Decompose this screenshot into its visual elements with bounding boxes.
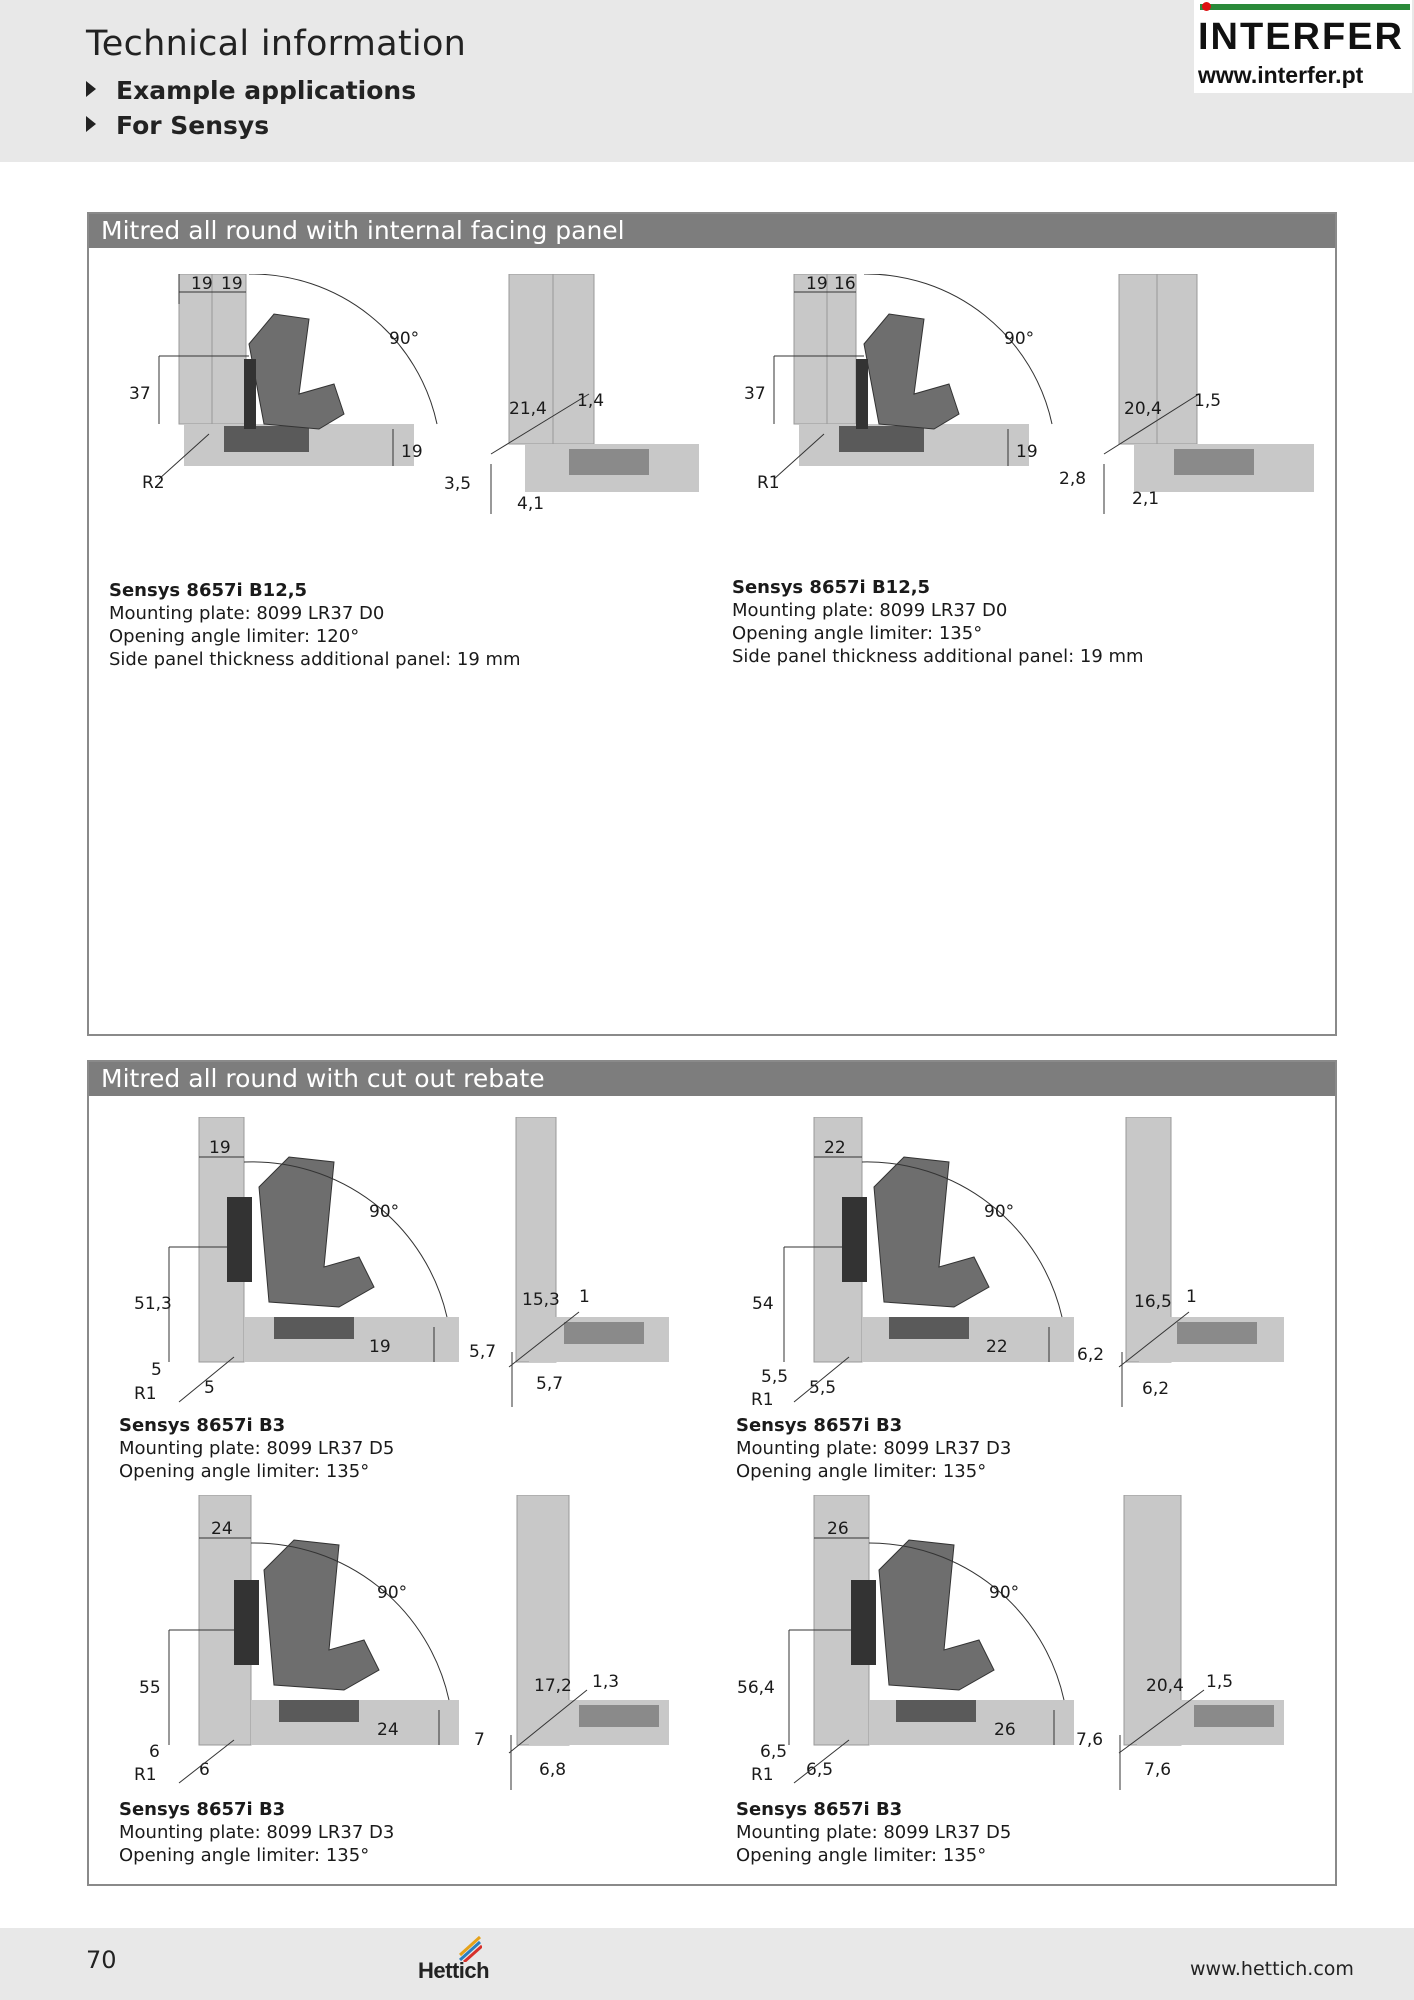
caption-line: Side panel thickness additional panel: 19 mm (732, 646, 1144, 667)
caption-line: Mounting plate: 8099 LR37 D3 (119, 1822, 395, 1843)
dim-offset-h: 6,2 (1142, 1379, 1170, 1399)
dim-angle: 90° (1004, 329, 1035, 349)
section-cut-out-rebate (87, 1060, 1337, 1886)
logo-name: INTERFER (1198, 16, 1404, 58)
dim-radius: R1 (751, 1765, 774, 1785)
dim-angle: 90° (984, 1202, 1015, 1222)
model-name: Sensys 8657i B3 (736, 1415, 903, 1436)
dim-height: 55 (139, 1678, 161, 1698)
model-name: Sensys 8657i B12,5 (732, 577, 931, 598)
dim-width: 26 (827, 1519, 849, 1539)
dim-plate: 26 (994, 1720, 1016, 1740)
dim-b: 16 (834, 274, 856, 294)
section-title: Mitred all round with cut out rebate (89, 1062, 1335, 1096)
dim-plate: 19 (1016, 442, 1038, 462)
caption-6 (736, 1798, 1011, 1867)
logo-stripe (1200, 4, 1410, 10)
caption-5 (119, 1798, 394, 1867)
brand-name: Hettich (418, 1958, 490, 1983)
caption-line: Mounting plate: 8099 LR37 D5 (119, 1438, 395, 1459)
dim-small-h: 5 (204, 1378, 215, 1398)
dim-height: 54 (752, 1294, 774, 1314)
caption-2 (732, 576, 1144, 668)
dim-radius: R1 (134, 1384, 157, 1404)
caption-line: Mounting plate: 8099 LR37 D0 (109, 603, 385, 624)
dim-gap-d: 1 (579, 1287, 590, 1307)
dim-offset-v: 3,5 (444, 474, 472, 494)
dim-offset-v: 5,7 (469, 1342, 497, 1362)
dim-small-h: 5,5 (809, 1378, 837, 1398)
caption-line: Side panel thickness additional panel: 19 mm (109, 649, 521, 670)
dim-plate: 19 (401, 442, 423, 462)
dim-gap-h: 20,4 (1124, 399, 1162, 419)
dim-height: 56,4 (737, 1678, 775, 1698)
section-title: Mitred all round with internal facing panel (89, 214, 1335, 248)
rebate-diagram-1 (109, 1117, 669, 1417)
breadcrumb-example-applications: Example applications (86, 76, 416, 105)
dim-small-v: 6,5 (760, 1742, 788, 1762)
dim-height: 37 (129, 384, 151, 404)
dim-gap-d: 1 (1186, 1287, 1197, 1307)
dim-offset-h: 4,1 (517, 494, 545, 514)
rebate-diagram-2 (724, 1117, 1284, 1417)
rebate-diagram-4 (724, 1495, 1284, 1795)
dim-offset-v: 6,2 (1077, 1345, 1105, 1365)
dim-angle: 90° (377, 1583, 408, 1603)
caption-4 (736, 1414, 1011, 1483)
dim-height: 51,3 (134, 1294, 172, 1314)
logo-url: www.interfer.pt (1198, 62, 1364, 88)
dim-angle: 90° (989, 1583, 1020, 1603)
caption-line: Mounting plate: 8099 LR37 D0 (732, 600, 1008, 621)
triangle-bullet-icon (86, 81, 96, 97)
dim-small-v: 6 (149, 1742, 160, 1762)
dim-offset-h: 7,6 (1144, 1760, 1172, 1780)
dim-b: 19 (221, 274, 243, 294)
dim-width: 19 (209, 1138, 231, 1158)
dim-small-h: 6 (199, 1760, 210, 1780)
dim-offset-v: 2,8 (1059, 469, 1087, 489)
triangle-bullet-icon (86, 116, 96, 132)
dim-width: 24 (211, 1519, 233, 1539)
dim-small-v: 5,5 (761, 1367, 789, 1387)
dim-a: 19 (191, 274, 213, 294)
dim-angle: 90° (389, 329, 420, 349)
caption-line: Opening angle limiter: 135° (736, 1461, 987, 1482)
breadcrumb-for-sensys: For Sensys (86, 111, 269, 140)
caption-line: Opening angle limiter: 135° (736, 1845, 987, 1866)
dim-gap-h: 21,4 (509, 399, 547, 419)
dim-gap-h: 20,4 (1146, 1676, 1184, 1696)
interfer-logo (1194, 0, 1412, 93)
model-name: Sensys 8657i B3 (736, 1799, 903, 1820)
dim-offset-v: 7,6 (1076, 1730, 1104, 1750)
model-name: Sensys 8657i B3 (119, 1415, 286, 1436)
hinge-diagram-1 (99, 274, 699, 514)
caption-1 (109, 579, 521, 671)
dim-plate: 24 (377, 1720, 399, 1740)
dim-gap-d: 1,3 (592, 1672, 620, 1692)
page-footer (0, 1928, 1414, 2000)
section-internal-facing-panel (87, 212, 1337, 1036)
dim-radius: R1 (751, 1390, 774, 1410)
hinge-diagram-2 (714, 274, 1314, 514)
footer-website: www.hettich.com (1190, 1958, 1354, 1980)
dim-radius: R1 (134, 1765, 157, 1785)
dim-gap-h: 17,2 (534, 1676, 572, 1696)
model-name: Sensys 8657i B12,5 (109, 580, 308, 601)
dim-small-v: 5 (151, 1360, 162, 1380)
caption-3 (119, 1414, 394, 1483)
dim-offset-h: 5,7 (536, 1374, 564, 1394)
dim-gap-d: 1,5 (1194, 391, 1222, 411)
caption-line: Opening angle limiter: 120° (109, 626, 360, 647)
dim-offset-h: 2,1 (1132, 489, 1160, 509)
page-title: Technical information (86, 24, 467, 64)
dim-gap-h: 16,5 (1134, 1292, 1172, 1312)
dim-gap-h: 15,3 (522, 1290, 560, 1310)
dim-radius: R1 (757, 473, 780, 493)
dim-angle: 90° (369, 1202, 400, 1222)
dim-gap-d: 1,4 (577, 391, 605, 411)
caption-line: Mounting plate: 8099 LR37 D3 (736, 1438, 1012, 1459)
logo-dot (1202, 2, 1211, 11)
rebate-diagram-3 (109, 1495, 669, 1795)
model-name: Sensys 8657i B3 (119, 1799, 286, 1820)
caption-line: Opening angle limiter: 135° (119, 1845, 370, 1866)
dim-radius: R2 (142, 473, 165, 493)
dim-gap-d: 1,5 (1206, 1672, 1234, 1692)
page-number: 70 (86, 1946, 117, 1974)
dim-width: 22 (824, 1138, 846, 1158)
caption-line: Opening angle limiter: 135° (732, 623, 983, 644)
caption-line: Opening angle limiter: 135° (119, 1461, 370, 1482)
dim-plate: 22 (986, 1337, 1008, 1357)
dim-offset-v: 7 (474, 1730, 485, 1750)
dim-small-h: 6,5 (806, 1760, 834, 1780)
dim-plate: 19 (369, 1337, 391, 1357)
caption-line: Mounting plate: 8099 LR37 D5 (736, 1822, 1012, 1843)
dim-offset-h: 6,8 (539, 1760, 567, 1780)
dim-height: 37 (744, 384, 766, 404)
dim-a: 19 (806, 274, 828, 294)
